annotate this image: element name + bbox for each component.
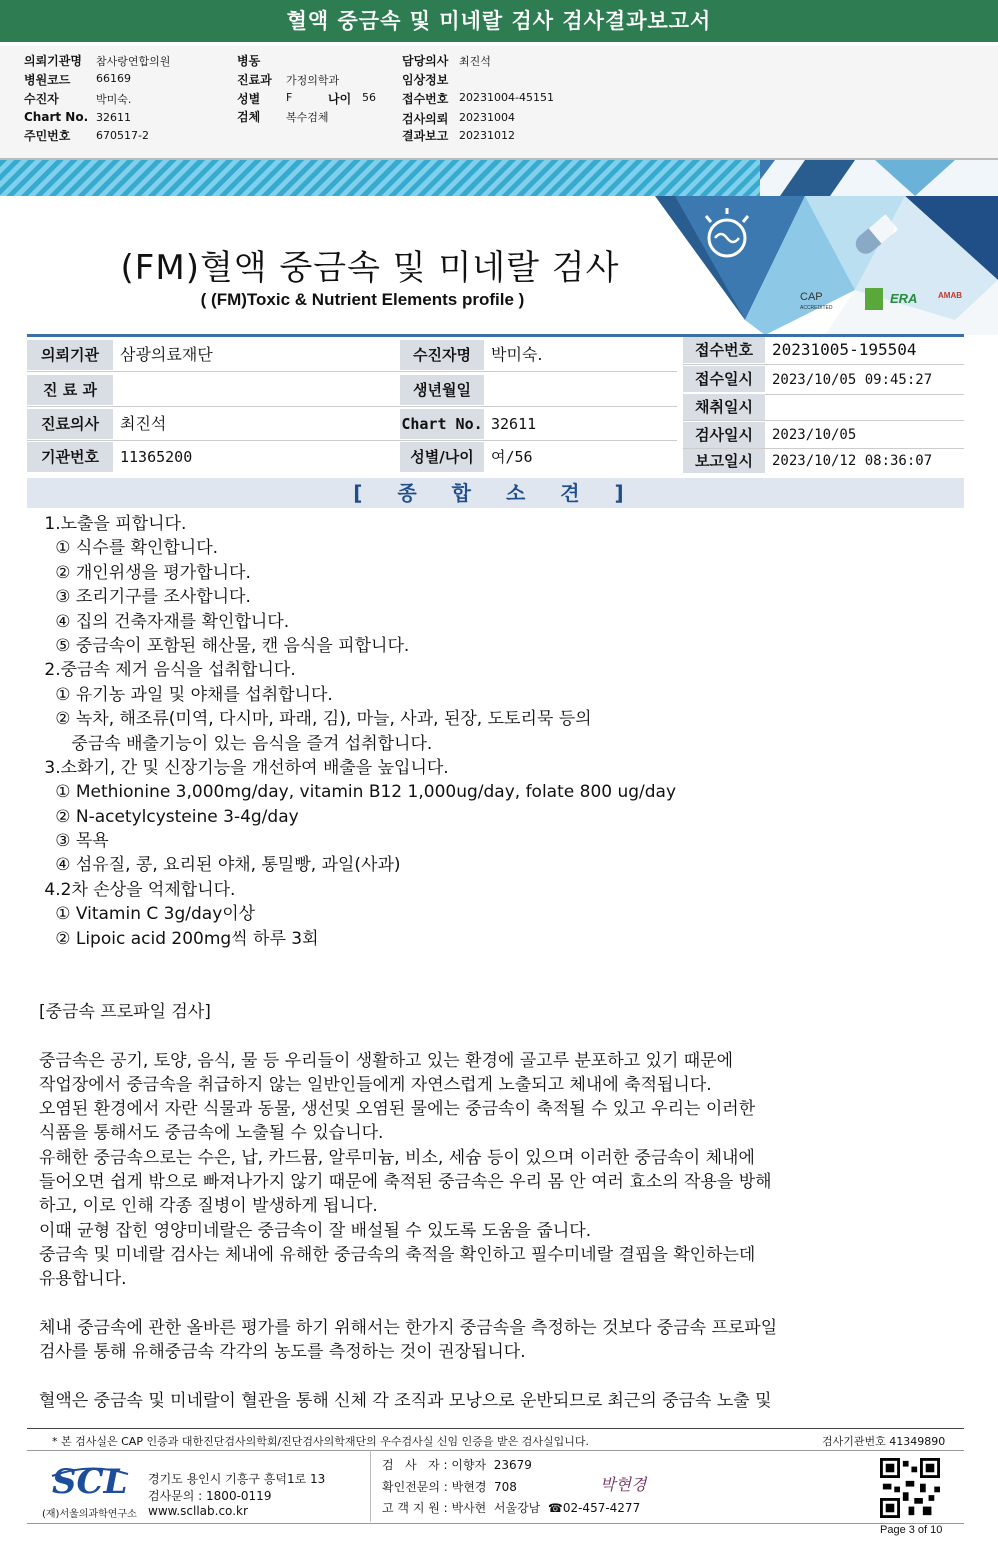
opinion-line: ③ 조리기구를 조사합니다.	[39, 587, 251, 608]
chart-label: Chart No.	[400, 409, 484, 439]
collection-label: 채취일시	[683, 394, 765, 420]
divider	[27, 1428, 964, 1429]
para-line: 유용합니다.	[39, 1269, 127, 1290]
opinion-line: 3.소화기, 간 및 신장기능을 개선하여 배출을 높입니다.	[39, 757, 449, 778]
profile-description	[39, 1000, 979, 1413]
spacer	[39, 1292, 979, 1316]
para-line: 식품을 통해서도 중금속에 노출될 수 있습니다.	[39, 1123, 384, 1144]
customer-support: 고 객 지 원 : 박사현 서울강남 ☎02-457-4277	[382, 1501, 641, 1515]
info-label: 접수번호	[402, 92, 449, 106]
org-value: 삼광의료재단	[120, 345, 213, 364]
specialist: 확인전문의 : 박현경 708	[382, 1480, 517, 1494]
accession-no-label: 접수번호	[683, 337, 765, 363]
opinion-line: ② N-acetylcysteine 3-4g/day	[39, 806, 299, 827]
info-label: 검사의뢰	[402, 112, 449, 126]
divider	[27, 406, 677, 407]
info-value: 가정의학과	[286, 74, 340, 87]
opinion-line: ① Vitamin C 3g/day이상	[39, 904, 256, 925]
opinion-line: ① 유기농 과일 및 야채를 섭취합니다.	[39, 684, 333, 705]
signature: 박현경	[600, 1475, 647, 1494]
info-value: 20231004	[459, 111, 515, 124]
qr-code-icon	[880, 1458, 940, 1518]
para-line: 작업장에서 중금속을 취급하지 않는 일반인들에게 자연스럽게 노출되고 체내에 축적됩니다.	[39, 1074, 712, 1095]
info-value: 박미숙.	[96, 93, 132, 106]
info-value: 20231004-45151	[459, 91, 554, 104]
opinion-line: ② Lipoic acid 200mg씩 하루 3회	[39, 928, 319, 949]
opinion-line: 4.2차 손상을 억제합니다.	[39, 879, 236, 900]
amab-logo: AMAB	[938, 291, 962, 300]
info-label: 수진자	[24, 92, 59, 106]
info-value: 최진석	[459, 55, 491, 68]
para-line: 중금속은 공기, 토양, 음식, 물 등 우리들이 생활하고 있는 환경에 골고루 분포하고 있기 때문에	[39, 1050, 734, 1071]
test-dt-value: 2023/10/05	[772, 427, 857, 443]
info-value: 32611	[96, 111, 131, 124]
cap-logo-sub: ACCREDITED	[800, 305, 833, 311]
opinion-line: ② 녹차, 해조류(미역, 다시마, 파래, 김), 마늘, 사과, 된장, 도토리묵 등의	[39, 709, 592, 730]
sex-age-label: 성별/나이	[400, 442, 484, 472]
para-line: 중금속 및 미네랄 검사는 체내에 유해한 중금속의 축적을 확인하고 필수미네랄 결핍을 확인하는데	[39, 1244, 756, 1265]
info-value: F	[286, 91, 293, 104]
para-line: 들어오면 쉽게 밖으로 빠져나가지 않기 때문에 축적된 중금속은 우리 몸 안 여러 효소의 작용을 방해	[39, 1172, 772, 1193]
scl-logo: SCL	[52, 1462, 128, 1502]
examiner: 검 사 자 : 이향자 23679	[382, 1458, 532, 1472]
info-label: 의뢰기관명	[24, 54, 82, 68]
info-label: 담당의사	[402, 54, 449, 68]
info-label: 병원코드	[24, 73, 71, 87]
divider	[27, 440, 677, 441]
opinion-line: 2.중금속 제거 음식을 섭취합니다.	[39, 660, 296, 681]
scl-logo-swoosh	[50, 1466, 130, 1502]
birth-label: 생년월일	[400, 375, 484, 405]
spacer	[39, 1024, 979, 1048]
report-title: (FM)혈액 중금속 및 미네랄 검사	[120, 248, 620, 288]
para-line: 하고, 이로 인해 각종 질병이 발생하게 됩니다.	[39, 1196, 378, 1217]
para-line: 체내 중금속에 관한 올바른 평가를 하기 위해서는 한가지 중금속을 측정하는 것보다 중금속 프로파일	[39, 1317, 778, 1338]
opinion-line: ③ 목욕	[39, 831, 109, 852]
dept-label: 진 료 과	[27, 375, 113, 405]
para-line: 유해한 중금속으로는 수은, 납, 카드뮴, 알루미늄, 비소, 세슘 등이 있으며 이러한 중금속이 체내에	[39, 1147, 755, 1168]
patient-label: 수진자명	[400, 340, 484, 370]
sex-age-value: 여/56	[491, 448, 533, 466]
opinion-line: ① Methionine 3,000mg/day, vitamin B12 1,000ug/day, folate 800 ug/day	[39, 782, 677, 803]
info-label: 나이	[328, 92, 352, 106]
inst-value: 11365200	[120, 448, 193, 466]
patient-info-panel	[0, 46, 998, 159]
info-label: 주민번호	[24, 129, 71, 143]
org-label: 의뢰기관	[27, 340, 113, 370]
opinion-line: ④ 집의 건축자재를 확인합니다.	[39, 611, 290, 632]
section-title: [중금속 프로파일 검사]	[39, 1002, 211, 1022]
info-value: 복수검체	[286, 111, 329, 124]
opinion-line: 1.노출을 피합니다.	[39, 514, 187, 534]
report-dt-label: 보고일시	[683, 449, 765, 473]
info-label: Chart No.	[24, 110, 89, 124]
accession-dt-value: 2023/10/05 09:45:27	[772, 372, 933, 388]
lab-number: 검사기관번호 41349890	[822, 1435, 946, 1448]
lm-logo	[865, 288, 883, 310]
opinion-list	[39, 512, 939, 951]
info-label: 병동	[237, 54, 261, 68]
para-line: 오염된 환경에서 자란 식물과 동물, 생선및 오염된 물에는 중금속이 축적될 수 있고 우리는 이러한	[39, 1099, 756, 1120]
para-line: 혈액은 중금속 및 미네랄이 혈관을 통해 신체 각 조직과 모낭으로 운반되므로 최근의 중금속 노출 및	[39, 1390, 772, 1411]
doctor-label: 진료의사	[27, 409, 113, 439]
lab-phone: 검사문의 : 1800-0119	[148, 1489, 272, 1503]
para-line: 검사를 통해 유해중금속 각각의 농도를 측정하는 것이 권장됩니다.	[39, 1342, 526, 1363]
info-label: 진료과	[237, 73, 272, 87]
lab-address: 경기도 용인시 기흥구 흥덕1로 13	[148, 1472, 326, 1486]
scl-org-name: (재)서울의과학연구소	[42, 1509, 137, 1520]
cap-logo: CAP	[800, 291, 823, 303]
page-number: Page 3 of 10	[880, 1524, 943, 1536]
divider	[27, 371, 677, 372]
info-value: 20231012	[459, 129, 515, 142]
report-header-bar: 혈액 중금속 및 미네랄 검사 검사결과보고서	[0, 0, 998, 42]
opinion-header: [ 종 합 소 견 ]	[27, 478, 964, 508]
era-logo: ERA	[890, 291, 918, 306]
info-label: 성별	[237, 92, 261, 106]
info-value: 참사랑연합의원	[96, 55, 171, 68]
opinion-line: ① 식수를 확인합니다.	[39, 538, 219, 559]
opinion-line: 중금속 배출기능이 있는 음식을 즐겨 섭취합니다.	[39, 733, 433, 754]
chart-value: 32611	[491, 415, 537, 433]
info-value: 56	[362, 91, 376, 104]
divider	[370, 1450, 371, 1522]
test-dt-label: 검사일시	[683, 422, 765, 448]
opinion-line: ⑤ 중금속이 포함된 해산물, 캔 음식을 피합니다.	[39, 635, 410, 656]
report-dt-value: 2023/10/12 08:36:07	[772, 453, 933, 469]
report-subtitle: ( (FM)Toxic & Nutrient Elements profile )	[200, 290, 525, 309]
info-label: 결과보고	[402, 129, 449, 143]
opinion-line: ④ 섬유질, 콩, 요리된 야채, 통밀빵, 과일(사과)	[39, 855, 401, 876]
accession-no-value: 20231005-195504	[772, 340, 917, 359]
lab-website[interactable]: www.scllab.co.kr	[148, 1504, 248, 1518]
info-label: 검체	[237, 110, 261, 124]
info-value: 670517-2	[96, 129, 149, 142]
inst-label: 기관번호	[27, 442, 113, 472]
info-value: 66169	[96, 72, 131, 85]
spacer	[39, 1364, 979, 1388]
info-label: 임상정보	[402, 73, 449, 87]
doctor-value: 최진석	[120, 414, 167, 433]
certification-note: * 본 검사실은 CAP 인증과 대한진단검사의학회/진단검사의학재단의 우수검사실 신임 인증을 받은 검사실입니다.	[52, 1435, 590, 1448]
patient-value: 박미숙.	[491, 345, 543, 364]
accession-dt-label: 접수일시	[683, 366, 765, 392]
opinion-line: ② 개인위생을 평가합니다.	[39, 562, 251, 583]
para-line: 이때 균형 잡힌 영양미네랄은 중금속이 잘 배설될 수 있도록 도움을 줍니다.	[39, 1220, 592, 1241]
